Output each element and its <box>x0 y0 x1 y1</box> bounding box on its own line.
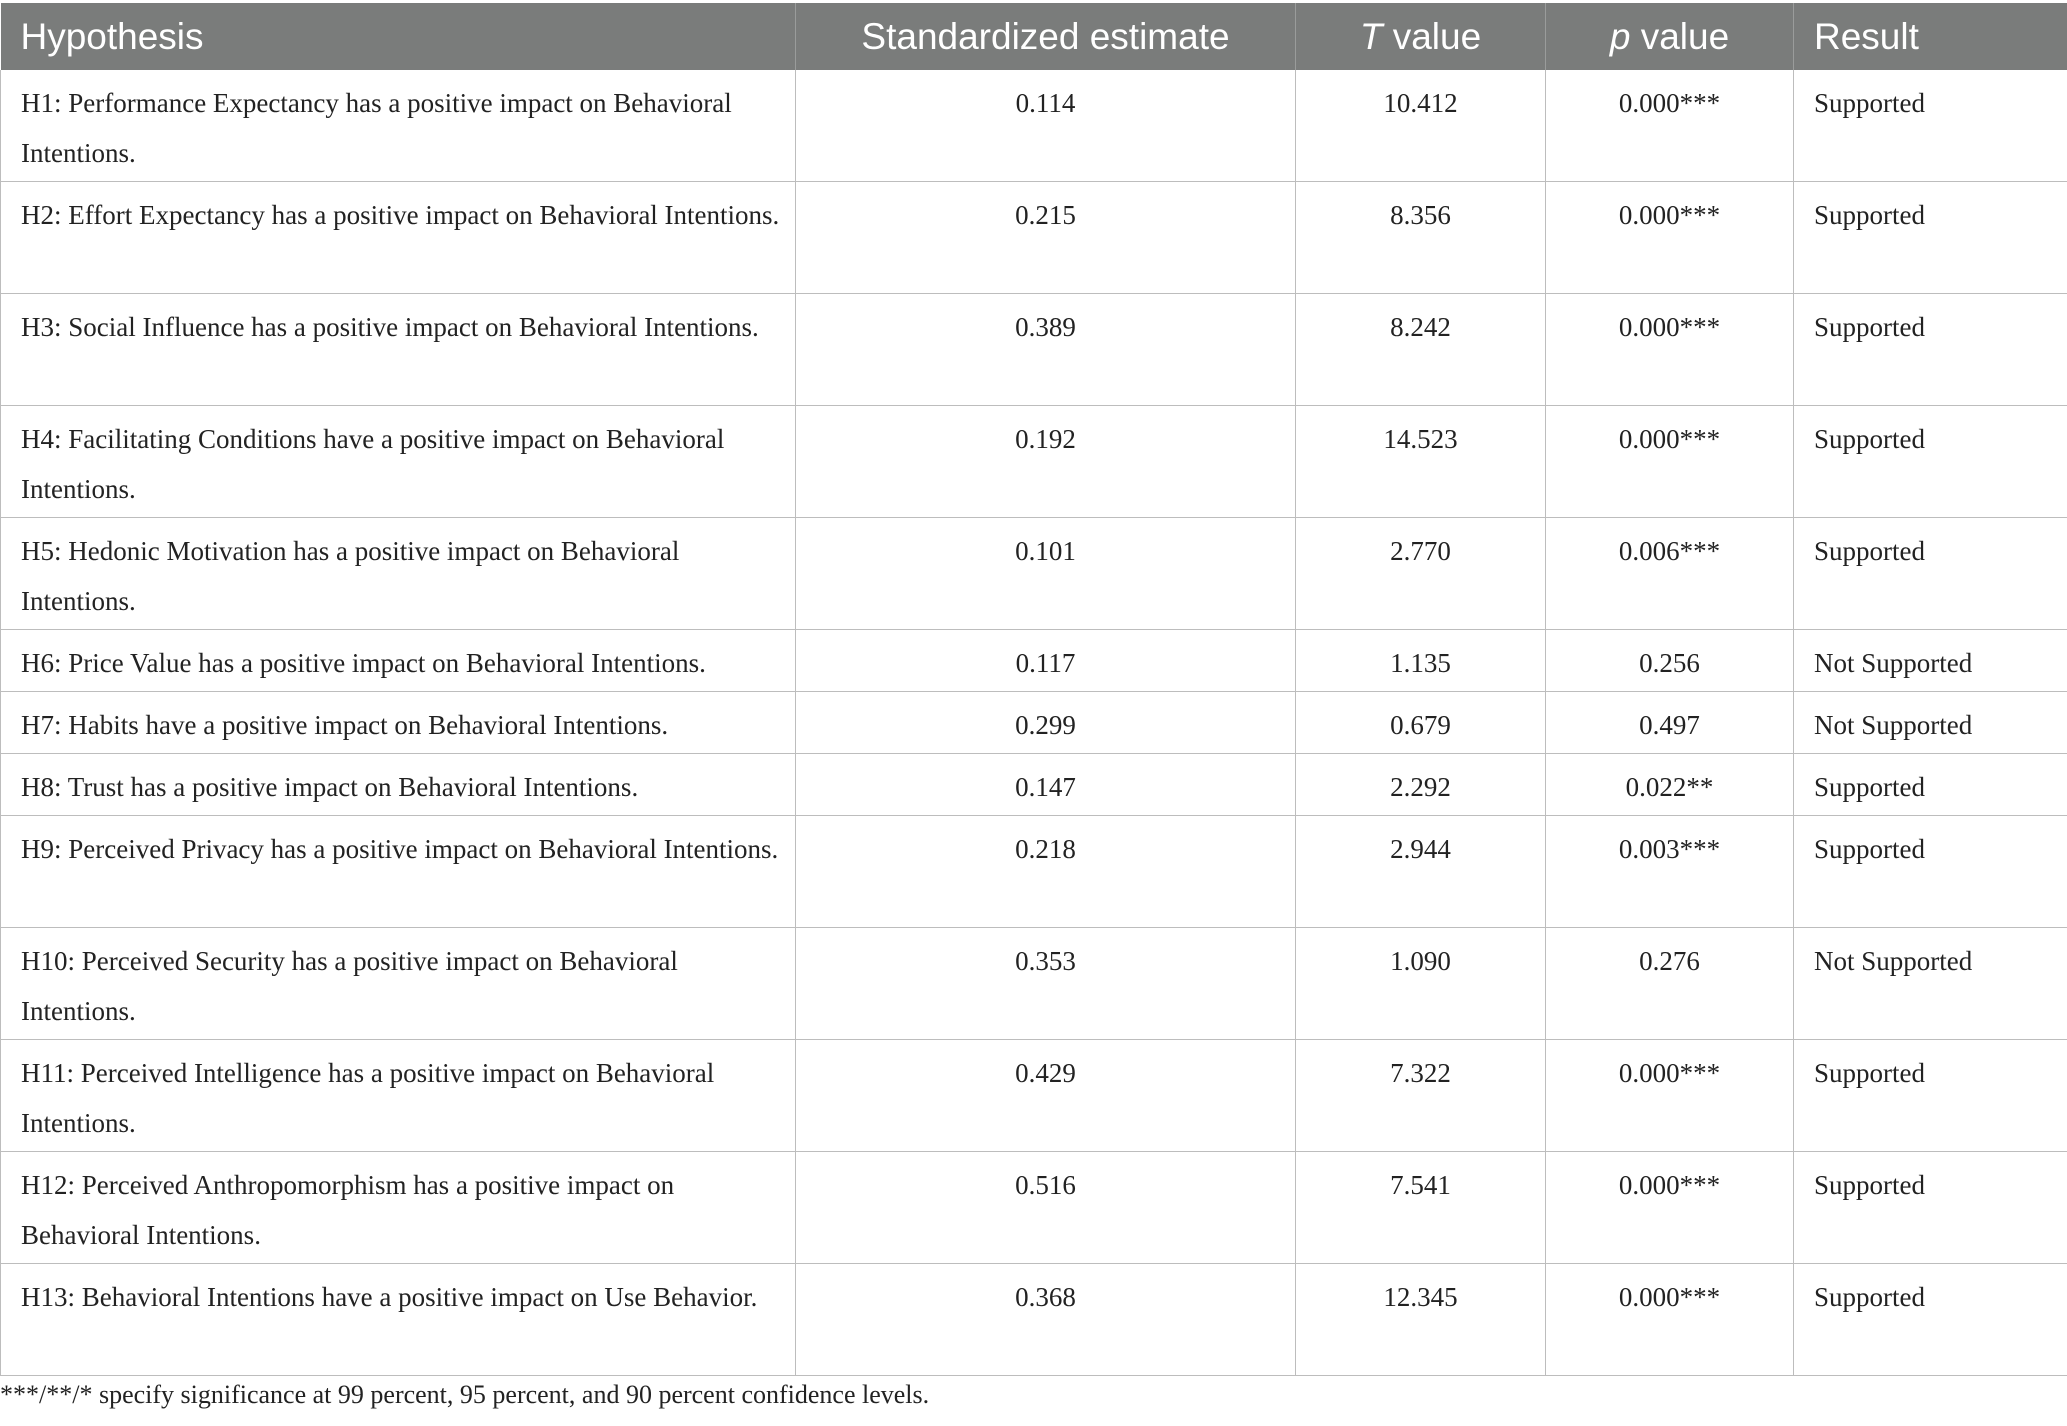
table-row <box>1 294 2067 406</box>
p-value-cell: 0.006*** <box>1546 518 1794 630</box>
p-value-cell: 0.000*** <box>1546 1152 1794 1264</box>
table-row <box>1 1040 2067 1152</box>
p-value-cell: 0.000*** <box>1546 70 1794 182</box>
t-value-cell: 7.322 <box>1296 1040 1546 1152</box>
p-value-cell: 0.000*** <box>1546 182 1794 294</box>
column-header-hypothesis: Hypothesis <box>1 3 796 70</box>
table-row <box>1 1264 2067 1376</box>
hypothesis-cell: H10: Perceived Security has a positive impact on Behavioral Intentions. <box>1 928 796 1040</box>
t-value-cell: 1.090 <box>1296 928 1546 1040</box>
t-value-cell: 12.345 <box>1296 1264 1546 1376</box>
t-value-cell: 2.292 <box>1296 754 1546 816</box>
t-value-cell: 8.242 <box>1296 294 1546 406</box>
t-value-cell: 2.944 <box>1296 816 1546 928</box>
estimate-cell: 0.218 <box>796 816 1296 928</box>
p-suffix: value <box>1630 15 1730 57</box>
table-row <box>1 692 2067 754</box>
hypothesis-cell: H5: Hedonic Motivation has a positive impact on Behavioral Intentions. <box>1 518 796 630</box>
p-value-cell: 0.256 <box>1546 630 1794 692</box>
table-row <box>1 630 2067 692</box>
table-row <box>1 70 2067 182</box>
column-header-result: Result <box>1794 3 2067 70</box>
estimate-cell: 0.192 <box>796 406 1296 518</box>
hypothesis-cell: H3: Social Influence has a positive impact on Behavioral Intentions. <box>1 294 796 406</box>
table-row <box>1 1152 2067 1264</box>
table-row <box>1 518 2067 630</box>
t-value-cell: 10.412 <box>1296 70 1546 182</box>
hypothesis-cell: H9: Perceived Privacy has a positive impact on Behavioral Intentions. <box>1 816 796 928</box>
hypothesis-cell: H6: Price Value has a positive impact on Behavioral Intentions. <box>1 630 796 692</box>
result-cell: Supported <box>1794 182 2067 294</box>
t-value-cell: 1.135 <box>1296 630 1546 692</box>
result-cell: Supported <box>1794 754 2067 816</box>
hypothesis-cell: H8: Trust has a positive impact on Behavioral Intentions. <box>1 754 796 816</box>
p-value-cell: 0.000*** <box>1546 406 1794 518</box>
column-header-t-value <box>1296 3 1546 70</box>
estimate-cell: 0.299 <box>796 692 1296 754</box>
header-row <box>1 3 2067 70</box>
estimate-cell: 0.215 <box>796 182 1296 294</box>
result-cell: Supported <box>1794 294 2067 406</box>
estimate-cell: 0.117 <box>796 630 1296 692</box>
hypothesis-cell: H7: Habits have a positive impact on Behavioral Intentions. <box>1 692 796 754</box>
t-value-cell: 0.679 <box>1296 692 1546 754</box>
t-suffix: value <box>1382 15 1482 57</box>
p-value-cell: 0.000*** <box>1546 1264 1794 1376</box>
estimate-cell: 0.353 <box>796 928 1296 1040</box>
p-value-cell: 0.022** <box>1546 754 1794 816</box>
result-cell: Supported <box>1794 1264 2067 1376</box>
t-value-cell: 7.541 <box>1296 1152 1546 1264</box>
result-cell: Not Supported <box>1794 928 2067 1040</box>
estimate-cell: 0.429 <box>796 1040 1296 1152</box>
table-header <box>1 3 2067 70</box>
t-value-cell: 8.356 <box>1296 182 1546 294</box>
p-value-cell: 0.497 <box>1546 692 1794 754</box>
p-value-cell: 0.276 <box>1546 928 1794 1040</box>
table-row <box>1 928 2067 1040</box>
p-value-cell: 0.000*** <box>1546 294 1794 406</box>
t-value-cell: 2.770 <box>1296 518 1546 630</box>
result-cell: Supported <box>1794 816 2067 928</box>
estimate-cell: 0.516 <box>796 1152 1296 1264</box>
estimate-cell: 0.368 <box>796 1264 1296 1376</box>
estimate-cell: 0.389 <box>796 294 1296 406</box>
hypothesis-cell: H1: Performance Expectancy has a positive impact on Behavioral Intentions. <box>1 70 796 182</box>
result-cell: Supported <box>1794 518 2067 630</box>
table-body <box>1 70 2067 1376</box>
p-value-cell: 0.000*** <box>1546 1040 1794 1152</box>
result-cell: Supported <box>1794 1040 2067 1152</box>
estimate-cell: 0.101 <box>796 518 1296 630</box>
t-value-cell: 14.523 <box>1296 406 1546 518</box>
estimate-cell: 0.147 <box>796 754 1296 816</box>
table-row <box>1 754 2067 816</box>
result-cell: Supported <box>1794 70 2067 182</box>
result-cell: Not Supported <box>1794 630 2067 692</box>
hypothesis-cell: H12: Perceived Anthropomorphism has a positive impact on Behavioral Intentions. <box>1 1152 796 1264</box>
hypothesis-cell: H11: Perceived Intelligence has a positive impact on Behavioral Intentions. <box>1 1040 796 1152</box>
result-cell: Not Supported <box>1794 692 2067 754</box>
result-cell: Supported <box>1794 406 2067 518</box>
table-footnote: ***/**/* specify significance at 99 percent, 95 percent, and 90 percent confidence levels. <box>0 1380 930 1409</box>
table-row <box>1 406 2067 518</box>
p-letter: p <box>1609 15 1631 57</box>
table-row <box>1 182 2067 294</box>
p-value-cell: 0.003*** <box>1546 816 1794 928</box>
table-row <box>1 816 2067 928</box>
column-header-standardized-estimate: Standardized estimate <box>796 3 1296 70</box>
result-cell: Supported <box>1794 1152 2067 1264</box>
t-letter: T <box>1359 15 1383 57</box>
hypothesis-results-table <box>0 3 2067 1376</box>
hypothesis-cell: H4: Facilitating Conditions have a positive impact on Behavioral Intentions. <box>1 406 796 518</box>
hypothesis-cell: H13: Behavioral Intentions have a positive impact on Use Behavior. <box>1 1264 796 1376</box>
estimate-cell: 0.114 <box>796 70 1296 182</box>
column-header-p-value <box>1546 3 1794 70</box>
hypothesis-cell: H2: Effort Expectancy has a positive impact on Behavioral Intentions. <box>1 182 796 294</box>
